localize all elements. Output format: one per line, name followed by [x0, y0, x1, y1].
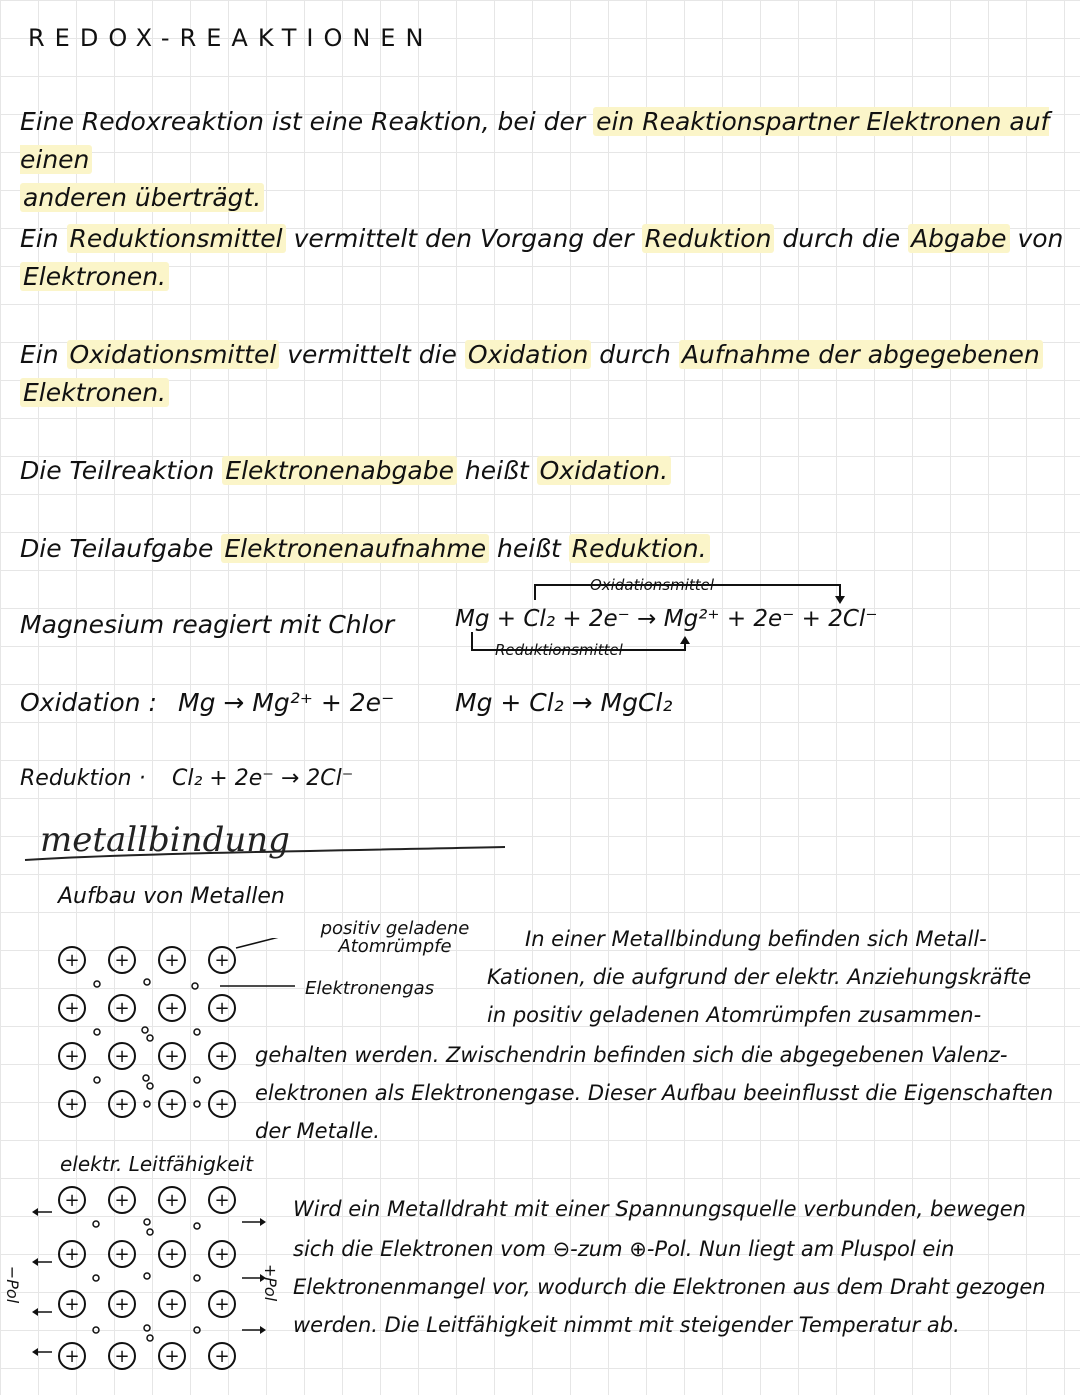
- svg-text:+: +: [114, 998, 130, 1019]
- overall-equation: Mg + Cl₂ → MgCl₂: [455, 688, 673, 717]
- example-label: Magnesium reagiert mit Chlor: [20, 610, 395, 639]
- leit-title: elektr. Leitfähigkeit: [60, 1152, 254, 1176]
- highlight: Elektronen.: [20, 378, 169, 407]
- highlight: Reduktionsmittel: [67, 224, 286, 253]
- highlight: Reduktion.: [569, 534, 710, 563]
- highlight: Elektronen.: [20, 262, 169, 291]
- svg-text:+: +: [64, 1190, 80, 1211]
- reduktion-equation: Cl₂ + 2e⁻ → 2Cl⁻: [172, 766, 354, 791]
- leit-line: Wird ein Metalldraht mit einer Spannungsquelle verbunden, bewegen: [293, 1197, 1026, 1221]
- highlight: Oxidation.: [537, 456, 671, 485]
- svg-text:+: +: [114, 1094, 130, 1115]
- oxidationsmittel-label: Oxidationsmittel: [590, 576, 715, 594]
- text: vermittelt den Vorgang der: [285, 224, 642, 253]
- svg-text:+: +: [114, 1346, 130, 1367]
- highlight: Abgabe: [908, 224, 1009, 253]
- leit-line: werden. Die Leitfähigkeit nimmt mit steigender Temperatur ab.: [293, 1313, 960, 1337]
- text: durch die: [774, 224, 909, 253]
- text: Ein: [20, 224, 67, 253]
- highlight: Oxidation: [465, 340, 592, 369]
- label-elektronengas: Elektronengas: [305, 978, 435, 999]
- aufbau-title: Aufbau von Metallen: [58, 884, 285, 909]
- label-atomruempfe: positiv geladene Atomrümpfe: [320, 918, 470, 957]
- svg-text:+: +: [64, 1346, 80, 1367]
- text: von: [1009, 224, 1064, 253]
- text: Ein: [20, 340, 67, 369]
- svg-text:+: +: [64, 1244, 80, 1265]
- svg-text:+: +: [164, 1094, 180, 1115]
- minus-pol-label: −Pol: [3, 1265, 23, 1304]
- plus-pol-label: +Pol: [261, 1263, 281, 1302]
- svg-text:+: +: [64, 950, 80, 971]
- text: heißt: [489, 534, 569, 563]
- redox-equation: Mg + Cl₂ + 2e⁻ → Mg²⁺ + 2e⁻ + 2Cl⁻: [455, 606, 878, 632]
- highlight: Aufnahme der abgegebenen: [679, 340, 1043, 369]
- oxidation-equation: Mg → Mg²⁺ + 2e⁻: [178, 688, 395, 717]
- svg-text:+: +: [114, 950, 130, 971]
- svg-text:+: +: [214, 1190, 230, 1211]
- text: vermittelt die: [279, 340, 465, 369]
- definition-oxidation: [20, 452, 671, 490]
- svg-text:+: +: [114, 1190, 130, 1211]
- text: Die Teilaufgabe: [20, 534, 222, 563]
- oxidation-label: Oxidation :: [20, 688, 157, 717]
- svg-text:+: +: [64, 1094, 80, 1115]
- desc-line: elektronen als Elektronengase. Dieser Aufbau beeinflusst die Eigenschaften: [255, 1081, 1054, 1105]
- definition-redox: [20, 103, 1070, 217]
- reduktionsmittel-label: Reduktionsmittel: [495, 641, 623, 659]
- svg-text:+: +: [214, 950, 230, 971]
- definition-reduktionsmittel: [20, 220, 1070, 296]
- highlight: anderen überträgt.: [20, 183, 264, 212]
- conductivity-diagram: [10, 1182, 280, 1382]
- page-title: REDOX-REAKTIONEN: [28, 24, 434, 52]
- svg-text:+: +: [214, 1294, 230, 1315]
- svg-text:+: +: [64, 998, 80, 1019]
- text: durch: [591, 340, 679, 369]
- svg-text:+: +: [164, 1294, 180, 1315]
- svg-text:+: +: [64, 1046, 80, 1067]
- definition-reduktion: [20, 530, 710, 568]
- reduktion-label: Reduktion ·: [20, 766, 146, 791]
- text: Die Teilreaktion: [20, 456, 223, 485]
- highlight: Elektronenabgabe: [222, 456, 457, 485]
- svg-text:+: +: [214, 998, 230, 1019]
- text: heißt: [456, 456, 537, 485]
- highlight: Oxidationsmittel: [67, 340, 280, 369]
- desc-line: Kationen, die aufgrund der elektr. Anziehungskräfte: [487, 965, 1032, 989]
- desc-line: In einer Metallbindung befinden sich Metall-: [525, 927, 987, 951]
- svg-text:+: +: [214, 1094, 230, 1115]
- svg-text:+: +: [114, 1294, 130, 1315]
- svg-text:+: +: [164, 1190, 180, 1211]
- svg-text:+: +: [114, 1046, 130, 1067]
- highlight: Reduktion: [642, 224, 775, 253]
- metal-heading: metallbindung: [40, 820, 290, 860]
- svg-text:+: +: [164, 998, 180, 1019]
- desc-line: gehalten werden. Zwischendrin befinden sich die abgegebenen Valenz-: [255, 1043, 1008, 1067]
- svg-text:+: +: [214, 1346, 230, 1367]
- svg-text:+: +: [114, 1244, 130, 1265]
- highlight: ein Reaktionspartner Elektronen auf einen: [20, 107, 1050, 174]
- svg-text:+: +: [164, 950, 180, 971]
- desc-line: der Metalle.: [255, 1119, 380, 1143]
- svg-text:+: +: [64, 1294, 80, 1315]
- svg-text:+: +: [164, 1244, 180, 1265]
- text: Eine Redoxreaktion ist eine Reaktion, bei der: [20, 107, 594, 136]
- svg-text:+: +: [214, 1244, 230, 1265]
- svg-text:+: +: [164, 1046, 180, 1067]
- svg-text:+: +: [214, 1046, 230, 1067]
- leit-line: sich die Elektronen vom ⊖-zum ⊕-Pol. Nun liegt am Pluspol ein: [293, 1237, 955, 1261]
- leit-line: Elektronenmangel vor, wodurch die Elektronen aus dem Draht gezogen: [293, 1275, 1046, 1299]
- definition-oxidationsmittel: [20, 336, 1070, 412]
- highlight: Elektronenaufnahme: [221, 534, 489, 563]
- svg-text:+: +: [164, 1346, 180, 1367]
- desc-line: in positiv geladenen Atomrümpfen zusammen-: [487, 1003, 982, 1027]
